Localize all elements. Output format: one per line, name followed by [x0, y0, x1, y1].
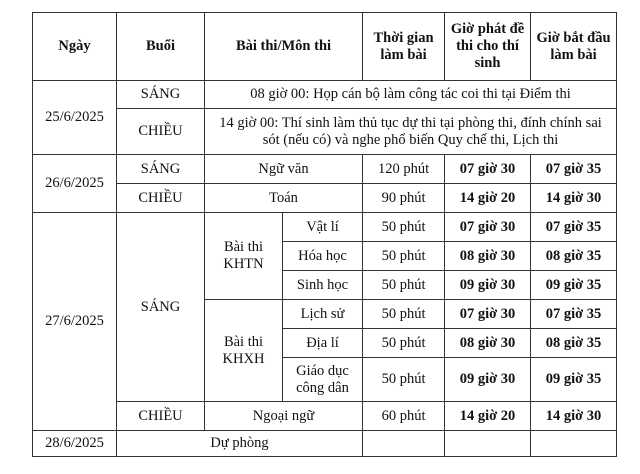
- table-row: [33, 109, 617, 155]
- note-cell: 08 giờ 00: Họp cán bộ làm công tác coi thi tại Điểm thi: [205, 81, 617, 109]
- session-cell: SÁNG: [117, 81, 205, 109]
- subject-cell: Ngoại ngữ: [205, 402, 363, 431]
- header-subject: Bài thi/Môn thi: [205, 13, 363, 81]
- subject-cell: Vật lí: [283, 213, 363, 242]
- subject-cell: Giáo dục công dân: [283, 358, 363, 402]
- duration-cell: 50 phút: [363, 213, 445, 242]
- duration-cell: 60 phút: [363, 402, 445, 431]
- empty-cell: [363, 431, 445, 457]
- release-time-cell: 14 giờ 20: [445, 184, 531, 213]
- duration-cell: 90 phút: [363, 184, 445, 213]
- session-cell: CHIỀU: [117, 109, 205, 155]
- table-header-row: [33, 13, 617, 81]
- subject-cell: Toán: [205, 184, 363, 213]
- session-cell: CHIỀU: [117, 184, 205, 213]
- start-time-cell: 09 giờ 35: [531, 271, 617, 300]
- header-session: Buổi: [117, 13, 205, 81]
- duration-cell: 50 phút: [363, 358, 445, 402]
- note-cell: 14 giờ 00: Thí sinh làm thủ tục dự thi tại phòng thi, đính chính sai sót (nếu có) và nghe phổ biến Quy chế thi, Lịch thi: [205, 109, 617, 155]
- exam-schedule-table: [32, 12, 617, 457]
- start-time-cell: 14 giờ 30: [531, 402, 617, 431]
- empty-cell: [445, 431, 531, 457]
- release-time-cell: 09 giờ 30: [445, 358, 531, 402]
- table-row: [33, 81, 617, 109]
- release-time-cell: 07 giờ 30: [445, 155, 531, 184]
- start-time-cell: 08 giờ 35: [531, 329, 617, 358]
- duration-cell: 50 phút: [363, 300, 445, 329]
- session-cell: SÁNG: [117, 213, 205, 402]
- date-cell: 28/6/2025: [33, 431, 117, 457]
- start-time-cell: 09 giờ 35: [531, 358, 617, 402]
- group-cell-khtn: Bài thi KHTN: [205, 213, 283, 300]
- table-row: [33, 431, 617, 457]
- session-cell: SÁNG: [117, 155, 205, 184]
- duration-cell: 120 phút: [363, 155, 445, 184]
- duration-cell: 50 phút: [363, 271, 445, 300]
- duration-cell: 50 phút: [363, 329, 445, 358]
- date-cell: 27/6/2025: [33, 213, 117, 431]
- table-row: [33, 402, 617, 431]
- start-time-cell: 08 giờ 35: [531, 242, 617, 271]
- table-row: [33, 213, 617, 242]
- table-row: [33, 184, 617, 213]
- release-time-cell: 14 giờ 20: [445, 402, 531, 431]
- release-time-cell: 07 giờ 30: [445, 300, 531, 329]
- release-time-cell: 07 giờ 30: [445, 213, 531, 242]
- session-cell: CHIỀU: [117, 402, 205, 431]
- table-row: [33, 155, 617, 184]
- header-duration: Thời gian làm bài: [363, 13, 445, 81]
- release-time-cell: 08 giờ 30: [445, 329, 531, 358]
- date-cell: 26/6/2025: [33, 155, 117, 213]
- header-release-time: Giờ phát đề thi cho thí sinh: [445, 13, 531, 81]
- start-time-cell: 14 giờ 30: [531, 184, 617, 213]
- release-time-cell: 08 giờ 30: [445, 242, 531, 271]
- start-time-cell: 07 giờ 35: [531, 300, 617, 329]
- duration-cell: 50 phút: [363, 242, 445, 271]
- reserve-cell: Dự phòng: [117, 431, 363, 457]
- header-date: Ngày: [33, 13, 117, 81]
- start-time-cell: 07 giờ 35: [531, 213, 617, 242]
- subject-cell: Hóa học: [283, 242, 363, 271]
- group-cell-khxh: Bài thi KHXH: [205, 300, 283, 402]
- subject-cell: Lịch sử: [283, 300, 363, 329]
- subject-cell: Ngữ văn: [205, 155, 363, 184]
- start-time-cell: 07 giờ 35: [531, 155, 617, 184]
- subject-cell: Địa lí: [283, 329, 363, 358]
- header-start-time: Giờ bắt đầu làm bài: [531, 13, 617, 81]
- subject-cell: Sinh học: [283, 271, 363, 300]
- empty-cell: [531, 431, 617, 457]
- release-time-cell: 09 giờ 30: [445, 271, 531, 300]
- date-cell: 25/6/2025: [33, 81, 117, 155]
